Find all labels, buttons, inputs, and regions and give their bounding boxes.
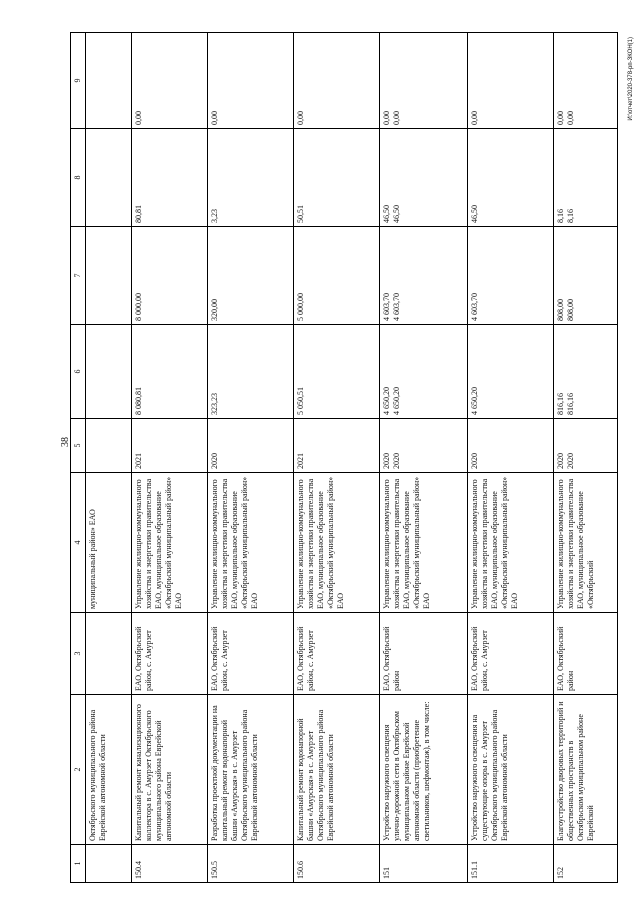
- cell-regional: 80,81: [132, 129, 208, 227]
- table-row: [86, 33, 132, 883]
- cell-other: [86, 33, 132, 129]
- cell-regional: 50,51: [294, 129, 380, 227]
- cell-year: 2020: [208, 419, 294, 473]
- cell-federal: 4 603,70: [468, 227, 554, 325]
- cell-other: 0,00: [208, 33, 294, 129]
- cell-year: 2020 2020: [554, 419, 618, 473]
- cell-regional: 46,50 46,50: [380, 129, 468, 227]
- cell-year: 2020 2020: [380, 419, 468, 473]
- cell-federal: 5 000,00: [294, 227, 380, 325]
- cell-name: Октябрьского муниципального района Еврейской автономной области: [86, 695, 132, 845]
- page-number: 38: [60, 437, 71, 447]
- cell-other: 0,00: [468, 33, 554, 129]
- column-header: 6: [71, 325, 86, 419]
- column-header: 2: [71, 695, 86, 845]
- cell-total: 4 650,20 4 650,20: [380, 325, 468, 419]
- cell-year: [86, 419, 132, 473]
- column-header: 5: [71, 419, 86, 473]
- cell-id: 152: [554, 845, 618, 883]
- cell-federal: 4 603,70 4 603,70: [380, 227, 468, 325]
- cell-location: [86, 613, 132, 695]
- table-row: [554, 33, 618, 883]
- column-header: 8: [71, 129, 86, 227]
- table-row: [132, 33, 208, 883]
- cell-total: 5 050,51: [294, 325, 380, 419]
- cell-regional: 46,50: [468, 129, 554, 227]
- cell-agency: Управление жилищно-коммунального хозяйства и энергетики правительства ЕАО, муниципальное образование «Октябрьский муниципальный район» ЕАО: [294, 473, 380, 613]
- column-header: 3: [71, 613, 86, 695]
- cell-total: [86, 325, 132, 419]
- column-header: 9: [71, 33, 86, 129]
- table-row: [208, 33, 294, 883]
- cell-federal: 320,00: [208, 227, 294, 325]
- table-row: [294, 33, 380, 883]
- rotated-table-container: [70, 33, 634, 883]
- cell-name: Разработка проектной документации на капитальный ремонт водонапорной башни «Амурская» в с. Амурзет Октябрьского муниципального района Еврейской автономной области: [208, 695, 294, 845]
- cell-name: Капитальный ремонт водонапорной башни «Амурская» в с. Амурзет Октябрьского муниципального района Еврейской автономной области: [294, 695, 380, 845]
- cell-agency: Управление жилищно-коммунального хозяйства и энергетики правительства ЕАО, муниципальное образование «Октябрьский муниципальный район» ЕАО: [468, 473, 554, 613]
- cell-agency: Управление жилищно-коммунального хозяйства и энергетики правительства ЕАО, муниципальное образование «Октябрьский муниципальный район» ЕАО: [380, 473, 468, 613]
- cell-total: 4 650,20: [468, 325, 554, 419]
- cell-id: [86, 845, 132, 883]
- cell-location: ЕАО, Октябрьский район: [380, 613, 468, 695]
- cell-year: 2021: [294, 419, 380, 473]
- cell-total: 323,23: [208, 325, 294, 419]
- cell-year: 2020: [468, 419, 554, 473]
- cell-name: Благоустройство дворовых территорий и общественных пространств в Октябрьском муниципальном районе Еврейской: [554, 695, 618, 845]
- column-header: 1: [71, 845, 86, 883]
- cell-other: 0,00: [294, 33, 380, 129]
- cell-agency: Управление жилищно-коммунального хозяйства и энергетики правительства ЕАО, муниципальное образование «Октябрьский: [554, 473, 618, 613]
- cell-name: Капитальный ремонт канализационного коллектора в с. Амурзет Октябрьского муниципального района Еврейской автономной области: [132, 695, 208, 845]
- cell-federal: 808,00 808,00: [554, 227, 618, 325]
- cell-regional: 8,16 8,16: [554, 129, 618, 227]
- cell-regional: [86, 129, 132, 227]
- cell-id: 150.6: [294, 845, 380, 883]
- cell-other: 0,00 0,00: [554, 33, 618, 129]
- cell-id: 150.5: [208, 845, 294, 883]
- cell-location: ЕАО, Октябрьский район: [554, 613, 618, 695]
- cell-agency: муниципальный район» ЕАО: [86, 473, 132, 613]
- cell-name: Устройство наружного освещения улично-дорожной сети в Октябрьском муниципальном районе Еврейской автономной области (приобретение светильников, шефмонтаж), в том числе:: [380, 695, 468, 845]
- cell-total: 8 080,81: [132, 325, 208, 419]
- cell-agency: Управление жилищно-коммунального хозяйства и энергетики правительства ЕАО, муниципальное образование «Октябрьский муниципальный район» ЕАО: [132, 473, 208, 613]
- footer-file-path: И:\отчет\2020-378-рп-ЗКОН(1): [628, 37, 634, 121]
- cell-location: ЕАО, Октябрьский район, с. Амурзет: [208, 613, 294, 695]
- column-header: 7: [71, 227, 86, 325]
- header-row: [71, 33, 86, 883]
- table-row: [468, 33, 554, 883]
- column-header: 4: [71, 473, 86, 613]
- data-table: [70, 32, 618, 883]
- cell-id: 150.4: [132, 845, 208, 883]
- cell-id: 151: [380, 845, 468, 883]
- cell-total: 816,16 816,16: [554, 325, 618, 419]
- table-row: [380, 33, 468, 883]
- cell-other: 0,00: [132, 33, 208, 129]
- cell-other: 0,00 0,00: [380, 33, 468, 129]
- cell-location: ЕАО, Октябрьский район, с. Амурзет: [294, 613, 380, 695]
- cell-year: 2021: [132, 419, 208, 473]
- cell-federal: 8 000,00: [132, 227, 208, 325]
- cell-agency: Управление жилищно-коммунального хозяйства и энергетики правительства ЕАО, муниципальное образование «Октябрьский муниципальный район» ЕАО: [208, 473, 294, 613]
- cell-name: Устройство наружного освещения на существующие опоры в с. Амурзет Октябрьского муниципального района Еврейской автономной области: [468, 695, 554, 845]
- cell-location: ЕАО, Октябрьский район, с. Амурзет: [132, 613, 208, 695]
- cell-federal: [86, 227, 132, 325]
- cell-id: 151.1: [468, 845, 554, 883]
- cell-location: ЕАО, Октябрьский район, с. Амурзет: [468, 613, 554, 695]
- cell-regional: 3,23: [208, 129, 294, 227]
